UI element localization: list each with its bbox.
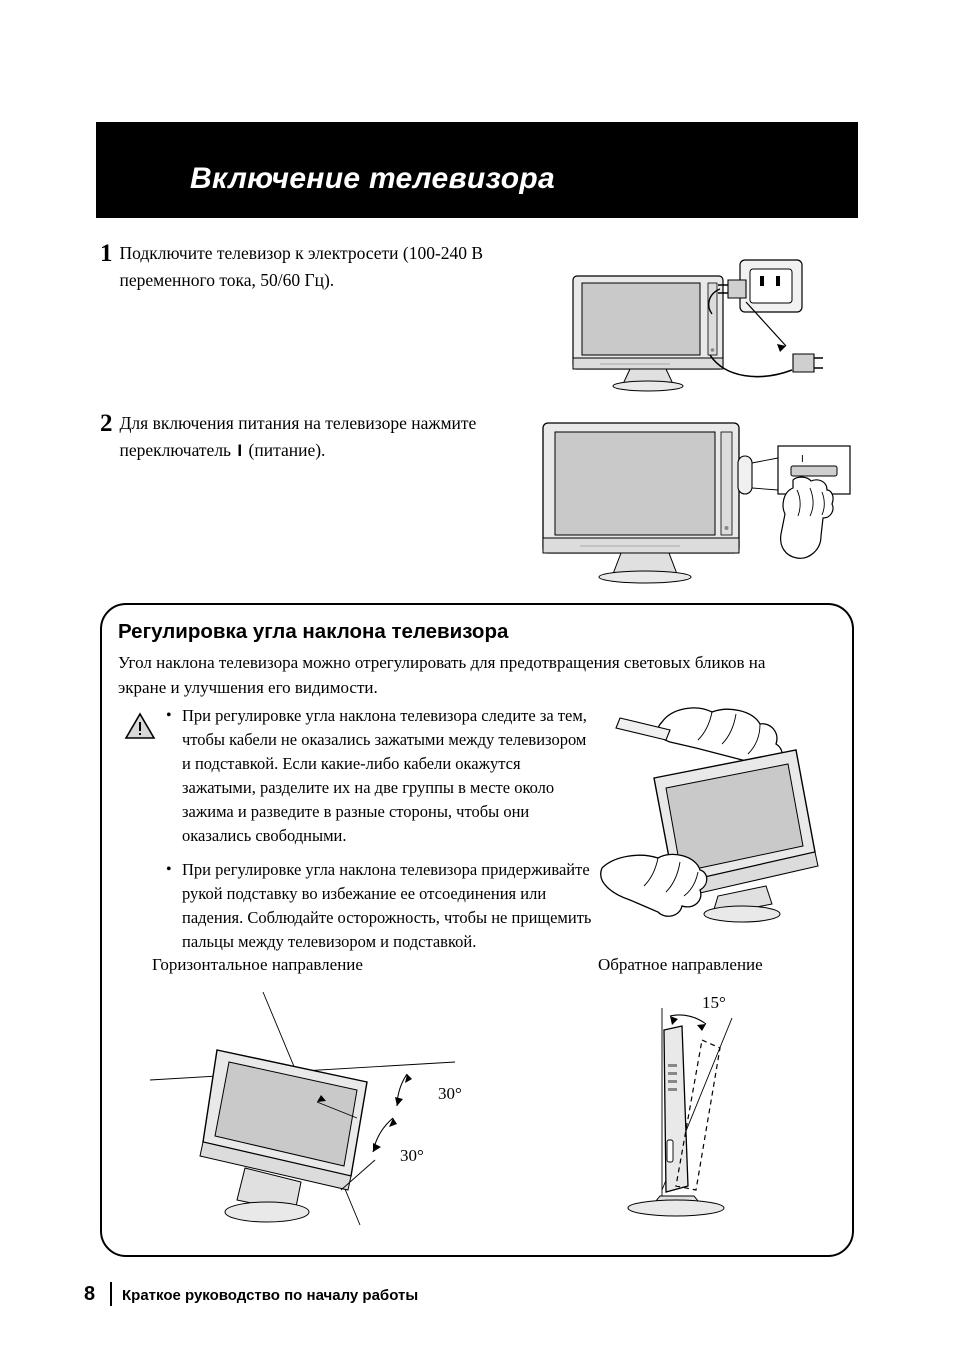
angle-label-15: 15° bbox=[702, 993, 726, 1012]
illustration-horizontal-tilt bbox=[145, 990, 475, 1240]
step-1-number: 1 bbox=[100, 240, 113, 267]
illustration-reverse-tilt bbox=[610, 990, 810, 1240]
power-symbol: I bbox=[237, 441, 243, 460]
step-1-text: Подключите телевизор к электросети (100-240 В переменного тока, 50/60 Гц). bbox=[119, 243, 484, 290]
bullet-text: При регулировке угла наклона телевизора следите за тем, чтобы кабели не оказались зажатыми между телевизором и подставкой. Если какие-либо кабели окажутся зажатыми, разделите их на две группы в месте около зажима и разведите в разные стороны, чтобы они оказались свободными. bbox=[182, 706, 587, 845]
caption-reverse: Обратное направление bbox=[598, 955, 763, 974]
step-2-text-before: Для включения питания на телевизоре нажмите переключатель bbox=[119, 413, 477, 460]
page-number: 8 bbox=[84, 1283, 96, 1305]
section-intro: Угол наклона телевизора можно отрегулировать для предотвращения световых бликов на экране и улучшения его видимости. bbox=[118, 653, 766, 697]
bullet-dot: • bbox=[166, 861, 172, 878]
step-2-text bbox=[120, 410, 531, 464]
step-2-text-after: (питание). bbox=[248, 440, 326, 460]
warning-triangle-icon bbox=[124, 712, 156, 740]
angle-label-30-lower: 30° bbox=[400, 1146, 424, 1165]
section-title: Регулировка угла наклона телевизора bbox=[118, 620, 509, 643]
page-title: Включение телевизора bbox=[190, 162, 555, 195]
step-2 bbox=[100, 410, 530, 464]
bullet-text: При регулировке угла наклона телевизора придерживайте рукой подставку во избежание ее отсоединения или падения. Соблюдайте осторожность, чтобы не прищемить пальцы между телевизором и подставкой. bbox=[182, 860, 592, 951]
step-1 bbox=[100, 240, 540, 294]
list-item bbox=[166, 858, 596, 954]
bullet-dot: • bbox=[166, 707, 172, 724]
illustration-tilt-hands bbox=[600, 700, 830, 950]
footer-divider bbox=[110, 1282, 112, 1306]
illustration-power-switch bbox=[535, 418, 865, 598]
svg-text:I: I bbox=[801, 454, 804, 465]
footer-title: Краткое руководство по началу работы bbox=[122, 1287, 419, 1304]
illustration-connect-power bbox=[560, 258, 860, 403]
step-2-number: 2 bbox=[100, 410, 113, 437]
warning-bullet-list bbox=[166, 704, 596, 964]
caption-horizontal: Горизонтальное направление bbox=[152, 955, 363, 974]
list-item bbox=[166, 704, 596, 848]
angle-label-30-upper: 30° bbox=[438, 1084, 462, 1103]
